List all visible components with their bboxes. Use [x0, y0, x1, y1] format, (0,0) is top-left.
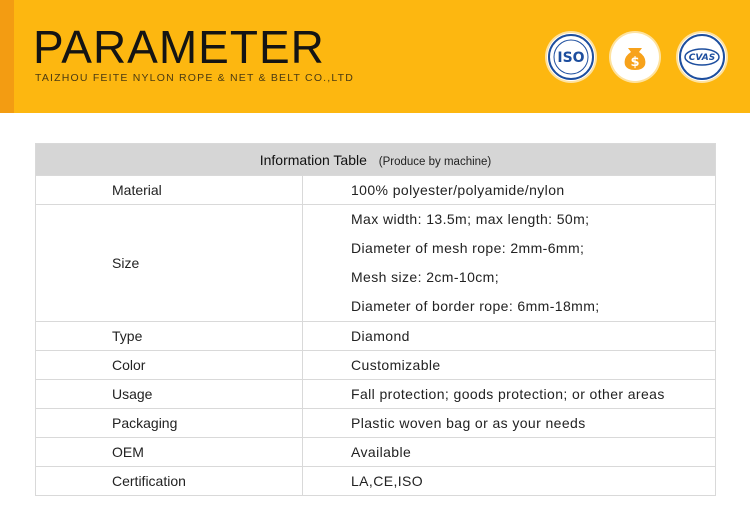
row-value: Fall protection; goods protection; or other areas	[303, 380, 716, 409]
svg-text:ISO: ISO	[557, 50, 585, 66]
row-label: Color	[36, 351, 303, 380]
svg-text:$: $	[630, 55, 640, 70]
table-header-row	[36, 144, 716, 176]
table-row-size	[36, 205, 716, 322]
size-line: Max width: 13.5m; max length: 50m;	[351, 211, 590, 227]
row-label: Size	[36, 205, 303, 322]
row-value: LA,CE,ISO	[303, 467, 716, 496]
table-row-usage	[36, 380, 716, 409]
row-label: Usage	[36, 380, 303, 409]
table-row-oem	[36, 438, 716, 467]
table-heading-cell	[36, 144, 716, 176]
size-line: Diameter of border rope: 6mm-18mm;	[351, 298, 600, 314]
table-row-color	[36, 351, 716, 380]
table-row-packaging	[36, 409, 716, 438]
row-value-multiline	[303, 205, 716, 322]
svg-text:CVAS: CVAS	[688, 53, 716, 63]
iso-badge-icon	[547, 33, 595, 81]
cvas-badge-icon	[678, 33, 726, 81]
row-value: Customizable	[303, 351, 716, 380]
money-bag-icon	[611, 33, 659, 81]
row-label: Certification	[36, 467, 303, 496]
header-banner	[0, 0, 750, 113]
row-label: Type	[36, 322, 303, 351]
row-label: Material	[36, 176, 303, 205]
table-heading: Information Table	[259, 151, 367, 168]
size-line: Diameter of mesh rope: 2mm-6mm;	[351, 240, 585, 256]
information-table	[35, 143, 716, 496]
table-row-material	[36, 176, 716, 205]
size-line: Mesh size: 2cm-10cm;	[351, 269, 500, 285]
row-value: Plastic woven bag or as your needs	[303, 409, 716, 438]
page-title: PARAMETER	[33, 21, 325, 73]
row-value: 100% polyester/polyamide/nylon	[303, 176, 716, 205]
banner-accent-strip	[0, 0, 14, 113]
row-value: Diamond	[303, 322, 716, 351]
table-row-certification	[36, 467, 716, 496]
table-row-type	[36, 322, 716, 351]
table-heading-note: (Produce by machine)	[378, 155, 492, 168]
row-label: OEM	[36, 438, 303, 467]
company-name: TAIZHOU FEITE NYLON ROPE & NET & BELT CO.,LTD	[35, 72, 355, 84]
row-value: Available	[303, 438, 716, 467]
row-label: Packaging	[36, 409, 303, 438]
